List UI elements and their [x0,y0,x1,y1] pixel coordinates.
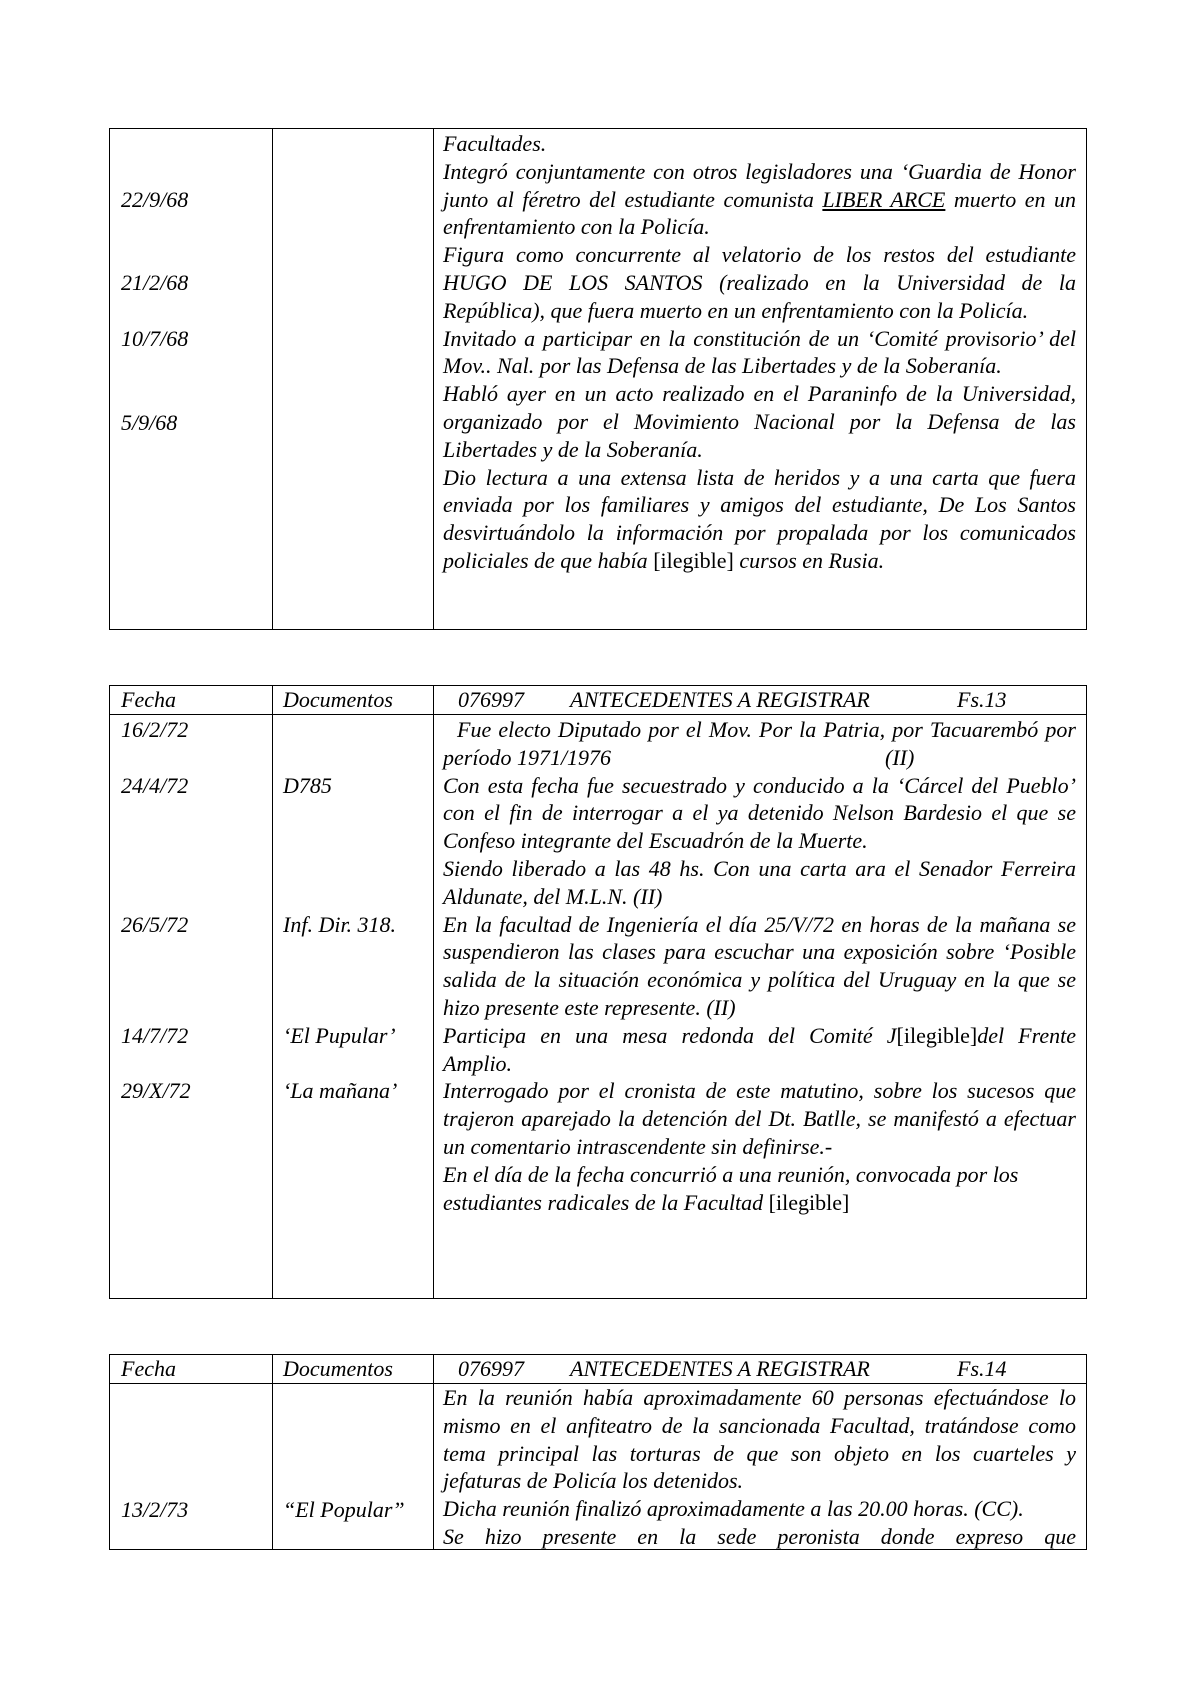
date-cell: 21/2/68 [121,270,189,295]
header-fecha: Fecha [121,1356,176,1381]
table-header [110,686,1086,715]
date-cell: 13/2/73 [121,1497,189,1522]
record-paragraph: En la reunión había aproximadamente 60 personas efectuándose lo mismo en el anfiteatro de la sancionada Facultad, tratándose como tema principal las torturas de que son objeto en los cuarteles y jefaturas de Policía los detenidos. [443,1385,1076,1494]
records-column [434,1384,1086,1550]
date-cell: 5/9/68 [121,410,178,435]
record-paragraph: En el día de la fecha concurrió a una reunión, convocada por los estudiantes radicales de la Facultad [ilegible] [443,1161,1019,1215]
record-paragraph: En la facultad de Ingeniería el día 25/V/72 en horas de la mañana se suspendieron las clases para escuchar una exposición sobre ‘Posible salida de la situación económica y política del Uruguay en la que se hizo presente este represente. (II) [443,911,1076,1020]
records-table-1 [109,128,1087,630]
records-table-2 [109,685,1087,1299]
header-folio: Fs.14 [957,1356,1007,1381]
documents-column [273,1384,434,1550]
record-paragraph: Siendo liberado a las 48 hs. Con una carta ara el Senador Ferreira Aldunate, del M.L.N. (II) [443,855,1076,909]
document-cell: “El Popular” [283,1497,405,1522]
date-cell: 26/5/72 [121,912,189,937]
date-column [110,1384,273,1550]
record-paragraph: Dicha reunión finalizó aproximadamente a las 20.00 horas. (CC). [443,1496,1024,1522]
record-paragraph: Facultades. [443,131,547,156]
date-cell: 16/2/72 [121,717,189,742]
date-cell: 22/9/68 [121,187,189,212]
document-cell: ‘La mañana’ [283,1078,398,1103]
illegible-mark: [ilegible] [653,547,734,573]
header-fecha: Fecha [121,687,176,712]
records-column [434,715,1086,1299]
header-documentos: Documentos [283,687,393,712]
record-paragraph: Con esta fecha fue secuestrado y conducido a la ‘Cárcel del Pueblo’ con el fin de interrogar a el ya detenido Nelson Bardesio el que se Confeso integrante del Escuadrón de la Muerte. [443,772,1076,854]
table-header [110,1355,1086,1384]
document-cell: D785 [283,773,332,798]
record-paragraph: Interrogado por el cronista de este matutino, sobre los sucesos que trajeron aparejado la detención del Dt. Batlle, se manifestó a efectuar un comentario intrascendente sin definirse.- [443,1078,1076,1159]
record-paragraph: Habló ayer en un acto realizado en el Paraninfo de la Universidad, organizado por el Movimiento Nacional por la Defensa de las Libertades y de la Soberanía. [443,381,1076,462]
illegible-mark: [ilegible] [768,1189,850,1215]
date-cell: 10/7/68 [121,326,189,351]
document-cell: Inf. Dir. 318. [283,912,397,937]
date-cell: 14/7/72 [121,1023,189,1048]
header-record-number: 076997 [458,687,524,712]
header-documentos: Documentos [283,1356,393,1381]
date-column [110,129,273,629]
document-cell: ‘El Pupular’ [283,1023,396,1048]
header-record-number: 076997 [458,1356,524,1381]
date-cell: 24/4/72 [121,773,189,798]
record-paragraph: Dio lectura a una extensa lista de heridos y a una carta que fuera enviada por los familiares y amigos del estudiante, De Los Santos desvirtuándolo la información por propalada por los comunicados policiales de que había [ilegible] cursos en Rusia. [443,464,1076,573]
underlined-name: LIBER ARCE [822,186,946,212]
record-paragraph: Fue electo Diputado por el Mov. Por la Patria, por Tacuarembó por período 1971/1976 (II) [443,717,1076,770]
record-paragraph: Invitado a participar en la constitución de un ‘Comité provisorio’ del Mov.. Nal. por las Defensa de las Libertades y de la Soberanía. [443,325,1076,379]
record-paragraph: Figura como concurrente al velatorio de los restos del estudiante HUGO DE LOS SANTOS (realizado en la Universidad de la República), que fuera muerto en un enfrentamiento con la Policía. [443,242,1076,323]
illegible-mark: [ilegible] [896,1022,978,1048]
records-column [434,129,1086,629]
header-title: ANTECEDENTES A REGISTRAR [570,687,870,712]
date-cell: 29/X/72 [121,1078,191,1103]
documents-column [273,129,434,629]
date-column [110,715,273,1299]
documents-column [273,715,434,1299]
record-paragraph: Se hizo presente en la sede peronista donde expreso que [443,1523,1076,1549]
records-table-3 [109,1354,1087,1550]
header-folio: Fs.13 [957,687,1007,712]
record-paragraph: Participa en una mesa redonda del Comité J[ilegible]del Frente Amplio. [443,1022,1076,1076]
record-paragraph: Integró conjuntamente con otros legisladores una ‘Guardia de Honor junto al féretro del estudiante comunista LIBER ARCE muerto en un enfrentamiento con la Policía. [443,158,1076,240]
header-title: ANTECEDENTES A REGISTRAR [570,1356,870,1381]
